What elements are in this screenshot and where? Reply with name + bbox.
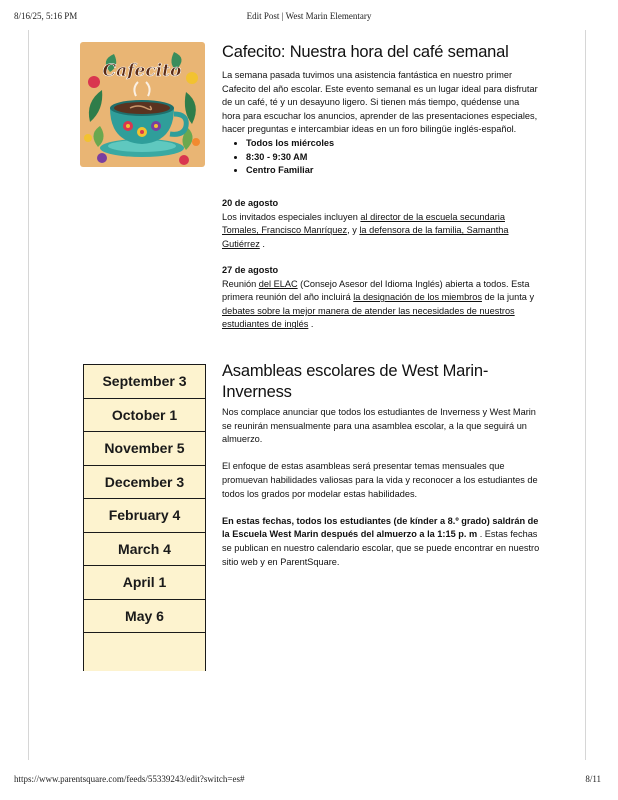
date-row: May 6 xyxy=(84,600,205,634)
cafecito-body xyxy=(222,69,540,178)
date-row: October 1 xyxy=(84,399,205,433)
assemblies-body xyxy=(222,406,540,569)
cafecito-illustration xyxy=(80,42,205,167)
print-page-number: 8/11 xyxy=(585,774,601,784)
date-row: March 4 xyxy=(84,533,205,567)
print-url: https://www.parentsquare.com/feeds/55339243/edit?switch=es# xyxy=(14,774,245,784)
cafecito-title: Cafecito: Nuestra hora del café semanal xyxy=(222,43,509,61)
print-page-title: Edit Post | West Marin Elementary xyxy=(246,11,372,21)
aug27-text: Reunión del ELAC (Consejo Asesor del Idioma Inglés) abierta a todos. Esta primera reunión del año incluirá la designación de los miembros de la junta y debates sobre la mejor manera de atender las necesidades de nuestros estudiantes de inglés . xyxy=(222,278,535,330)
date-row: April 1 xyxy=(84,566,205,600)
date-row-empty xyxy=(84,633,205,671)
list-item: • 8:30 - 9:30 AM xyxy=(246,151,540,165)
date-row: December 3 xyxy=(84,466,205,500)
coffee-cup-icon xyxy=(80,42,205,167)
aug27-heading: 27 de agosto xyxy=(222,265,279,275)
elac-link[interactable]: del ELAC xyxy=(258,278,298,289)
date-row: November 5 xyxy=(84,432,205,466)
aug20-section xyxy=(222,197,540,251)
principal-link[interactable]: al director de la escuela secundaria Tomales, Francisco Manríquez xyxy=(222,211,505,236)
cafecito-intro: La semana pasada tuvimos una asistencia fantástica en nuestro primer Cafecito del año escolar. Este evento semanal es un lugar ideal para disfrutar de un café, té y un desayuno ligero. Si tienen más tiempo, quédense una hora para escuchar los anuncios, aprender de las presentaciones especiales, hacer preguntas e intercambiar ideas en un foro bilingüe inglés-español. xyxy=(222,70,538,135)
member-designation-link[interactable]: la designación de los miembros xyxy=(353,292,482,303)
assemblies-para1: Nos complace anunciar que todos los estudiantes de Inverness y West Marin se reunirán mensualmente para una asamblea escolar, a la que seguirá un almuerzo. xyxy=(222,407,536,445)
cafecito-details-list xyxy=(222,137,540,178)
left-margin-line xyxy=(28,30,29,760)
print-datetime: 8/16/25, 5:16 PM xyxy=(14,11,78,21)
assemblies-title: Asambleas escolares de West Marin-Inverness xyxy=(222,362,489,401)
right-margin-line xyxy=(585,30,586,760)
date-row: February 4 xyxy=(84,499,205,533)
assembly-dates-table xyxy=(83,364,206,671)
svg-text:Cafecito: Cafecito xyxy=(102,61,182,81)
assemblies-para3: En estas fechas, todos los estudiantes (de kínder a 8.º grado) saldrán de la Escuela West Marin después del almuerzo a la 1:15 p. m . Estas fechas se publican en nuestro calendario escolar, que se puede encontrar en nuestro sitio web y en ParentSquare. xyxy=(222,515,540,567)
assemblies-para2: El enfoque de estas asambleas será presentar temas mensuales que promuevan habilidades valiosas para la vida y reconocer a los estudiantes de todos los grados por modelar estas habilidades. xyxy=(222,461,538,499)
advocate-link[interactable]: la defensora de la familia, Samantha Gutiérrez xyxy=(222,225,509,249)
list-item: • Centro Familiar xyxy=(246,164,540,178)
date-row: September 3 xyxy=(84,365,205,399)
aug20-text: Los invitados especiales incluyen al director de la escuela secundaria Tomales, Francisco Manríquez, y la defensora de la familia, Samantha Gutiérrez . xyxy=(222,211,509,249)
aug20-heading: 20 de agosto xyxy=(222,198,279,208)
english-learners-link[interactable]: debates sobre la mejor manera de atender las necesidades de nuestros estudiantes de inglés xyxy=(222,305,515,330)
list-item: • Todos los miércoles xyxy=(246,137,540,151)
aug27-section xyxy=(222,264,540,332)
